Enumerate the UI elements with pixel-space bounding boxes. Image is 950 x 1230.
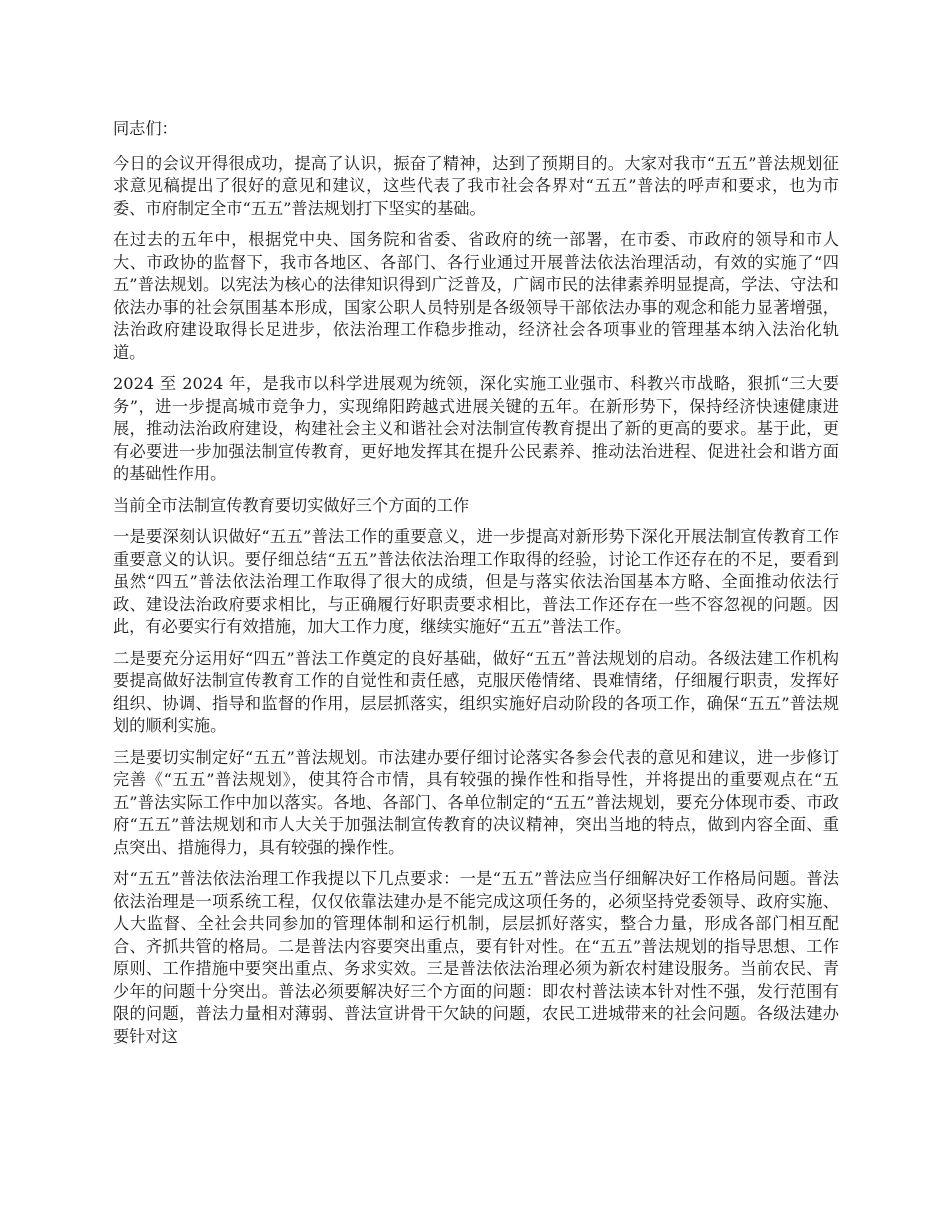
paragraph-requirements: 对“五五”普法依法治理工作我提以下几点要求：一是“五五”普法应当仔细解决好工作格局问题。普法依法治理是一项系统工程，仅仅依靠法建办是不能完成这项任务的，必须坚持党委领导、政府实施、人大监督、全社会共同参加的管理体制和运行机制，层层抓好落实，整合力量，形成各部门相互配合、齐抓共管的格局。二是普法内容要突出重点，要有针对性。在“五五”普法规划的指导思想、工作原则、工作措施中要突出重点、务求实效。三是普法依法治理必须为新农村建设服务。当前农民、青少年的问题十分突出。普法必须要解决好三个方面的问题：即农村普法读本针对性不强，发行范围有限的问题，普法力量相对薄弱、普法宣讲骨干欠缺的问题，农民工进城带来的社会问题。各级法建办要针对这	[113, 869, 839, 1046]
document-body	[113, 118, 839, 1057]
paragraph-point-one: 一是要深刻认识做好“五五”普法工作的重要意义，进一步提高对新形势下深化开展法制宣传教育工作重要意义的认识。要仔细总结“五五”普法依法治理工作取得的经验，讨论工作还存在的不足，要看到虽然“四五”普法依法治理工作取得了很大的成绩，但是与落实依法治国基本方略、全面推动依法行政、建设法治政府要求相比，与正确履行好职责要求相比，普法工作还存在一些不容忽视的问题。因此，有必要实行有效措施，加大工作力度，继续实施好“五五”普法工作。	[113, 527, 839, 636]
paragraph-next-five-years: 2024 至 2024 年，是我市以科学进展观为统领，深化实施工业强市、科教兴市战略，狠抓“三大要务”，进一步提高城市竞争力，实现绵阳跨越式进展关键的五年。在新形势下，保持经济快速健康进展，推动法治政府建设，构建社会主义和谐社会对法制宣传教育提出了新的更高的要求。基于此，更有必要进一步加强法制宣传教育，更好地发挥其在提升公民素养、推动法治进程、促进社会和谐方面的基础性作用。	[113, 374, 839, 483]
greeting: 同志们：	[113, 119, 178, 138]
paragraph-point-three: 三是要切实制定好“五五”普法规划。市法建办要仔细讨论落实各参会代表的意见和建议，进一步修订完善《“五五”普法规划》，使其符合市情，具有较强的操作性和指导性，并将提出的重要观点在“五五”普法实际工作中加以落实。各地、各部门、各单位制定的“五五”普法规划，要充分体现市委、市政府“五五”普法规划和市人大关于加强法制宣传教育的决议精神，突出当地的特点，做到内容全面、重点突出、措施得力，具有较强的操作性。	[113, 747, 839, 857]
paragraph-past-five-years: 在过去的五年中，根据党中央、国务院和省委、省政府的统一部署，在市委、市政府的领导和市人大、市政协的监督下，我市各地区、各部门、各行业通过开展普法依法治理活动，有效的实施了“四五”普法规划。以宪法为核心的法律知识得到广泛普及，广阔市民的法律素养明显提高，学法、守法和依法办事的社会氛围基本形成，国家公职人员特别是各级领导干部依法办事的观念和能力显著增强，法治政府建设取得长足进步，依法治理工作稳步推动，经济社会各项事业的管理基本纳入法治化轨道。	[113, 230, 839, 362]
paragraph-meeting-summary: 今日的会议开得很成功，提高了认识，振奋了精神，达到了预期目的。大家对我市“五五”普法规划征求意见稿提出了很好的意见和建议，这些代表了我市社会各界对“五五”普法的呼声和要求，也为市委、市府制定全市“五五”普法规划打下坚实的基础。	[113, 153, 839, 218]
section-heading: 当前全市法制宣传教育要切实做好三个方面的工作	[113, 495, 470, 515]
paragraph-point-two: 二是要充分运用好“四五”普法工作奠定的良好基础，做好“五五”普法规划的启动。各级法建工作机构要提高做好法制宣传教育工作的自觉性和责任感，克服厌倦情绪、畏难情绪，仔细履行职责，发挥好组织、协调、指导和监督的作用，层层抓落实，组织实施好启动阶段的各项工作，确保“五五”普法规划的顺利实施。	[113, 648, 839, 735]
